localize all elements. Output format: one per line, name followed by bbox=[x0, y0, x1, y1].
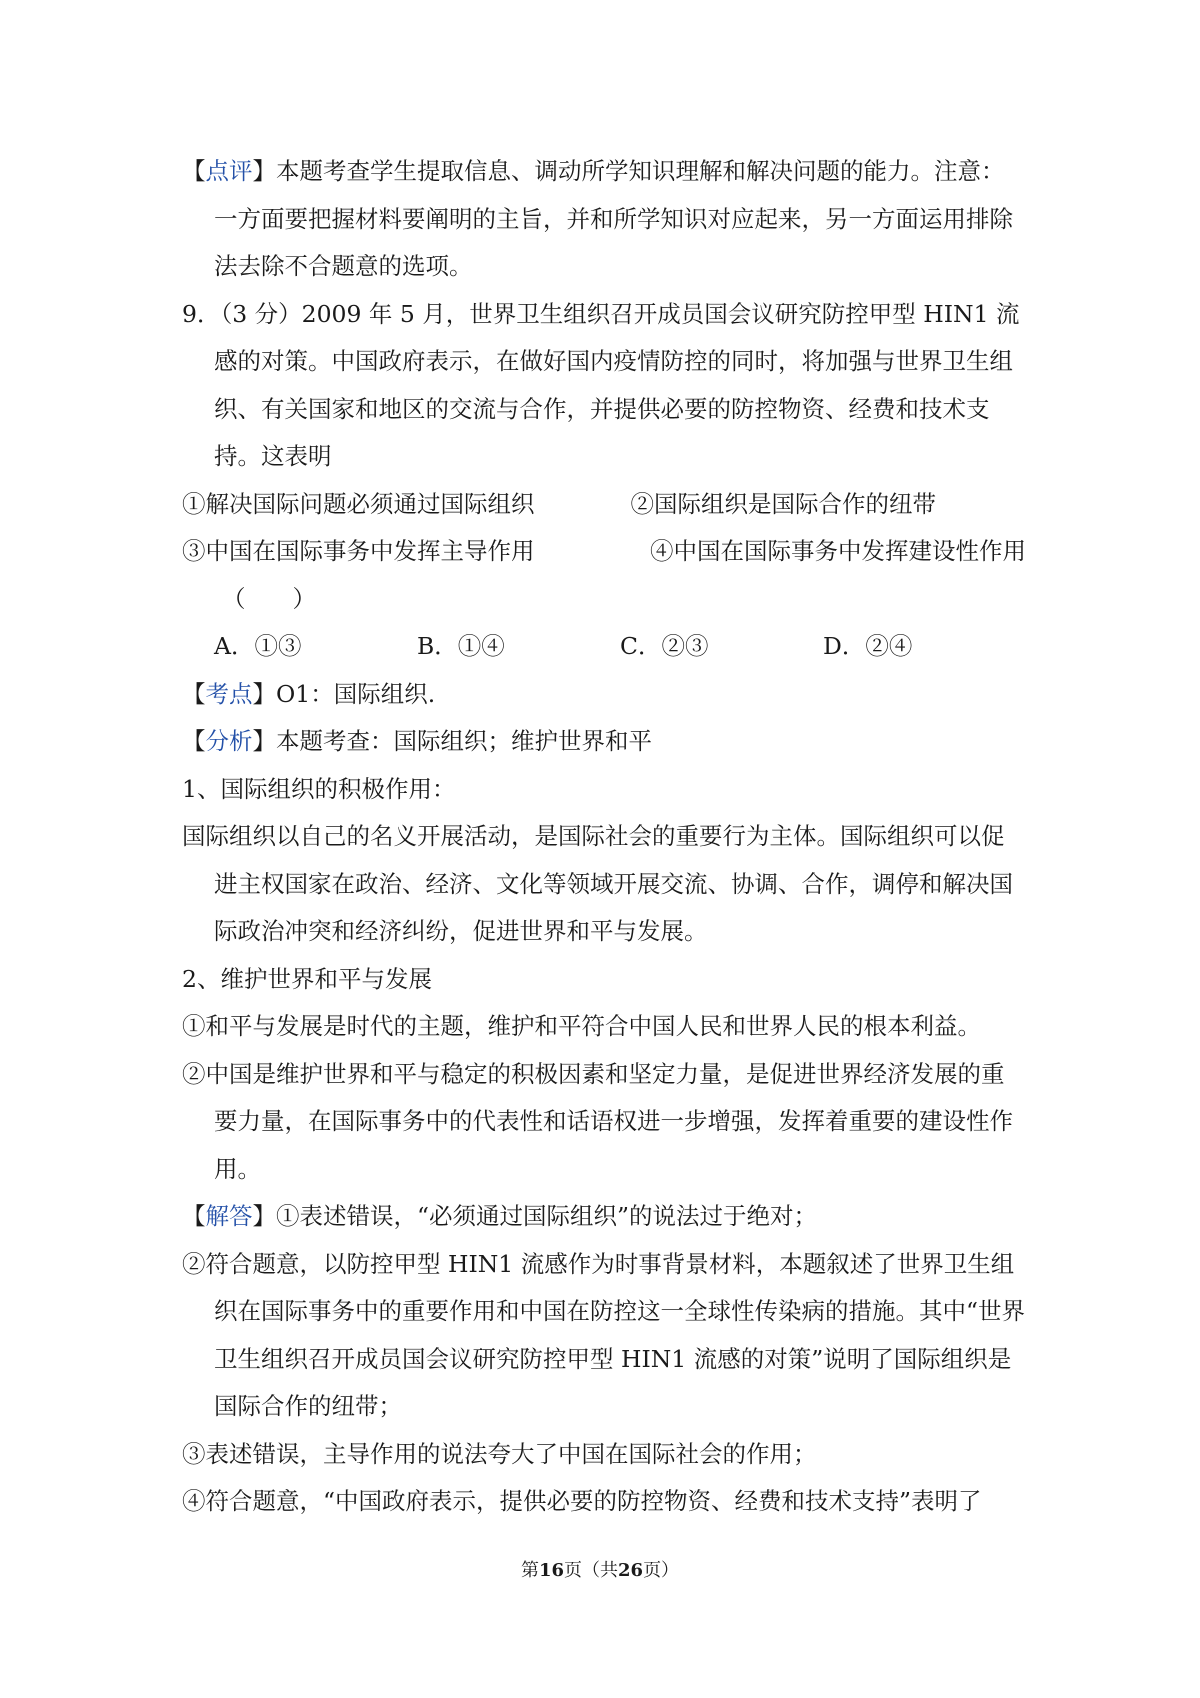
current-page-number: 16 bbox=[538, 1560, 564, 1581]
solution-heading: 【解答】①表述错误，“必须通过国际组织”的说法过于绝对； bbox=[182, 1202, 818, 1230]
statements-row-2 bbox=[182, 528, 1026, 576]
solution-line-1: ②符合题意，以防控甲型 HIN1 流感作为时事背景材料，本题叙述了世界卫生组织在国际事务中的重要作用和中国在防控这一全球性传染病的措施。其中“世界卫生组织召开成员国会议研究防控甲型 HIN1 流感的对策”说明了国际组织是国际合作的纽带； bbox=[182, 1249, 1026, 1420]
examination-point: 【考点】O1：国际组织. bbox=[182, 679, 436, 708]
solution-text: ①表述错误，“必须通过国际组织”的说法过于绝对； bbox=[276, 1202, 818, 1230]
statement-4: ④中国在国际事务中发挥建设性作用 bbox=[650, 537, 1026, 565]
choice-a: A．①③ bbox=[214, 632, 302, 660]
question-stem: 9．（3 分）2009 年 5 月，世界卫生组织召开成员国会议研究防控甲型 HIN1 流感的对策。中国政府表示，在做好国内疫情防控的同时，将加强与世界卫生组织、有关国家和地区的交流与合作，并提供必要的防控物资、经费和技术支持。这表明 bbox=[182, 299, 1020, 470]
total-page-count: 26 bbox=[618, 1560, 644, 1581]
statement-1: ①解决国际问题必须通过国际组织 bbox=[182, 489, 535, 518]
analysis-line-5: ②中国是维护世界和平与稳定的积极因素和坚定力量，是促进世界经济发展的重要力量，在国际事务中的代表性和话语权进一步增强，发挥着重要的建设性作用。 bbox=[182, 1059, 1013, 1183]
exam-point-tag: 考点 bbox=[205, 679, 253, 708]
comment-paragraph: 【点评】本题考查学生提取信息、调动所学知识理解和解决问题的能力。注意：一方面要把握材料要阐明的主旨，并和所学知识对应起来，另一方面运用排除法去除不合题意的选项。 bbox=[182, 157, 1013, 280]
choice-c: C．②③ bbox=[620, 632, 709, 660]
statement-2: ②国际组织是国际合作的纽带 bbox=[630, 489, 936, 518]
analysis-tag: 分析 bbox=[205, 727, 253, 755]
page-footer: 第16页（共26页） bbox=[520, 1560, 680, 1581]
solution-line-3: ④符合题意，“中国政府表示，提供必要的防控物资、经费和技术支持”表明了 bbox=[182, 1487, 982, 1515]
solution-tag: 解答 bbox=[205, 1202, 253, 1230]
answer-parentheses: （ ） bbox=[222, 584, 316, 613]
page-content bbox=[182, 148, 1026, 1526]
exam-point-text: O1：国际组织. bbox=[276, 679, 436, 708]
comment-tag: 点评 bbox=[205, 157, 253, 185]
analysis-line-1: 1、国际组织的积极作用： bbox=[182, 774, 456, 803]
solution-line-2: ③表述错误，主导作用的说法夸大了中国在国际社会的作用； bbox=[182, 1439, 817, 1468]
analysis-line-2: 国际组织以自己的名义开展活动，是国际社会的重要行为主体。国际组织可以促进主权国家在政治、经济、文化等领域开展交流、协调、合作，调停和解决国际政治冲突和经济纠纷，促进世界和平与发展。 bbox=[182, 822, 1013, 945]
analysis-text: 本题考查：国际组织；维护世界和平 bbox=[276, 727, 652, 755]
statement-3: ③中国在国际事务中发挥主导作用 bbox=[182, 537, 535, 565]
statements-row-1 bbox=[182, 481, 1026, 529]
analysis-line-4: ①和平与发展是时代的主题，维护和平符合中国人民和世界人民的根本利益。 bbox=[182, 1012, 981, 1040]
comment-text: 本题考查学生提取信息、调动所学知识理解和解决问题的能力。注意：一方面要把握材料要阐明的主旨，并和所学知识对应起来，另一方面运用排除法去除不合题意的选项。 bbox=[214, 157, 1013, 280]
choice-d: D．②④ bbox=[823, 632, 913, 660]
analysis-line-3: 2、维护世界和平与发展 bbox=[182, 964, 432, 993]
answer-choices bbox=[182, 623, 1026, 671]
choice-b: B．①④ bbox=[417, 632, 505, 660]
analysis-heading: 【分析】本题考查：国际组织；维护世界和平 bbox=[182, 727, 652, 755]
